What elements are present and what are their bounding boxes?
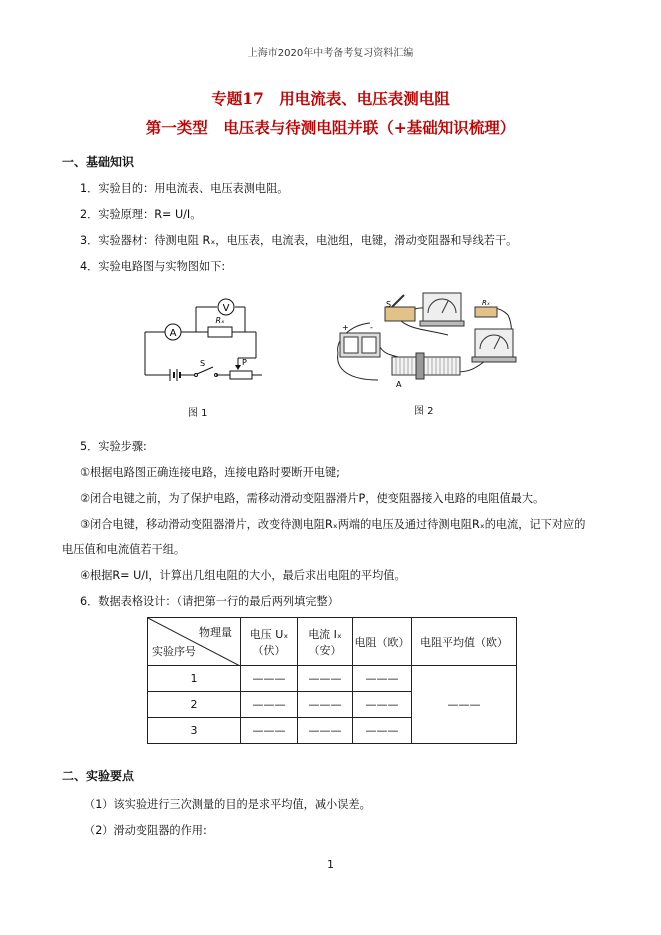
step-3: ③闭合电键，移动滑动变阻器滑片，改变待测电阻Rₓ两端的电压及通过待测电阻Rₓ的电流，记下对应的 [80, 518, 586, 531]
row-resistance: ——— [353, 666, 412, 692]
apparatus-switch-label: S [386, 300, 392, 309]
header-voltage [241, 618, 298, 666]
slider-label: P [242, 358, 247, 367]
item-principle: 2．实验原理：R= U/I。 [80, 208, 202, 221]
step-2: ②闭合电键之前，为了保护电路，需移动滑动变阻器滑片P，使变阻器接入电路的电阻值最大。 [80, 492, 545, 505]
header-average: 电阻平均值（欧） [412, 618, 517, 666]
page-number: 1 [327, 858, 334, 871]
section-basic-knowledge: 一、基础知识 [62, 155, 135, 169]
row-current: ——— [298, 666, 353, 692]
header-resistance: 电阻（欧） [353, 618, 412, 666]
svg-text:+: + [342, 323, 349, 332]
row-resistance: ——— [353, 718, 412, 744]
row-index: 3 [148, 718, 241, 744]
row-current: ——— [298, 692, 353, 718]
step-1: ①根据电路图正确连接电路，连接电路时要断开电键; [80, 466, 340, 479]
row-voltage: ——— [241, 718, 298, 744]
steps-heading: 5．实验步骤: [80, 440, 147, 453]
ammeter-label: A [169, 328, 177, 339]
point-1: （1）该实验进行三次测量的目的是求平均值，减小误差。 [84, 798, 371, 811]
row-resistance: ——— [353, 692, 412, 718]
diag-header-cell [148, 618, 241, 666]
resistor-label: Rₓ [215, 316, 225, 325]
header-voltage-label: 电压 Uₓ [249, 627, 289, 641]
header-quantity: 物理量 [199, 626, 232, 639]
figure1-caption: 图 1 [188, 408, 208, 419]
section-key-points: 二、实验要点 [62, 769, 135, 783]
item-purpose: 1．实验目的：用电流表、电压表测电阻。 [80, 182, 289, 195]
circuit-diagram [130, 290, 280, 390]
average-cell: ——— [412, 666, 517, 744]
table-row [148, 666, 517, 692]
table-intro: 6．数据表格设计：（请把第一行的最后两列填完整） [80, 595, 339, 608]
step-4: ④根据R= U/I，计算出几组电阻的大小，最后求出电阻的平均值。 [80, 569, 406, 582]
page-subtitle: 第一类型 电压表与待测电阻并联（+基础知识梳理） [145, 118, 516, 137]
switch-label: S [200, 359, 206, 368]
header-current [298, 618, 353, 666]
header-index: 实验序号 [152, 645, 196, 658]
row-index: 1 [148, 666, 241, 692]
figure2-caption: 图 2 [414, 406, 434, 417]
point-2: （2）滑动变阻器的作用: [84, 824, 207, 837]
row-voltage: ——— [241, 692, 298, 718]
item-diagrams: 4．实验电路图与实物图如下: [80, 260, 226, 273]
header-current-unit: （安） [308, 643, 342, 657]
data-table [147, 617, 517, 744]
apparatus-picture [330, 285, 520, 400]
step-3-cont: 电压值和电流值若干组。 [62, 543, 186, 556]
voltmeter-label: V [222, 303, 230, 314]
item-equipment: 3．实验器材：待测电阻 Rₓ，电压表，电流表，电池组，电键，滑动变阻器和导线若干。 [80, 234, 518, 247]
header-current-label: 电流 Iₓ [308, 627, 342, 641]
page-header: 上海市2020年中考备考复习资料汇编 [247, 48, 414, 59]
row-current: ——— [298, 718, 353, 744]
header-voltage-unit: （伏） [252, 643, 286, 657]
row-index: 2 [148, 692, 241, 718]
svg-text:-: - [370, 323, 373, 332]
apparatus-ammeter-label: A [396, 380, 402, 389]
page-title: 专题17 用电流表、电压表测电阻 [211, 89, 450, 108]
row-voltage: ——— [241, 666, 298, 692]
apparatus-resistor-label: Rₓ [482, 299, 490, 307]
